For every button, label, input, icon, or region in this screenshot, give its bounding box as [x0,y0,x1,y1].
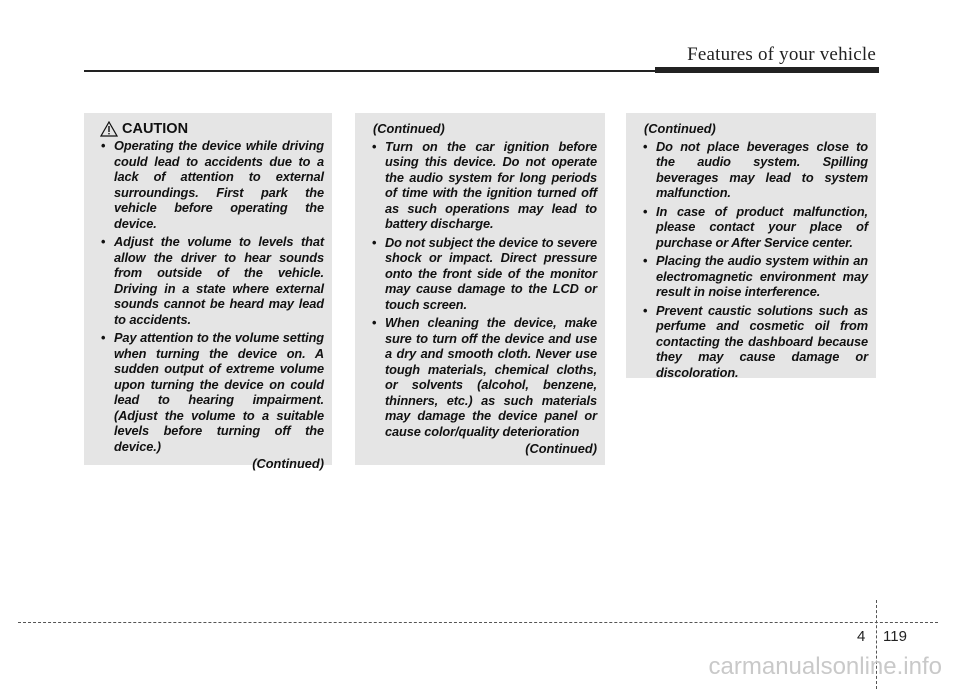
caution-list [92,138,324,454]
watermark: carmanualsonline.info [708,653,942,680]
continued-label: (Continued) [252,456,324,471]
caution-item: • Turn on the car ignition before using this device. Do not operate the audio system for long periods of time with the ignition turned off as such operations may lead to battery discharge. [363,139,597,232]
chapter-number: 4 [857,628,866,645]
page-header-title: Features of your vehicle [687,44,876,65]
caution-list [363,139,597,440]
continued-heading: (Continued) [644,121,716,136]
continued-label: (Continued) [525,441,597,456]
continued-heading: (Continued) [373,121,445,136]
caution-item: • Pay attention to the volume setting when turning the device on. A sudden output of extreme volume upon turning the device on could lead to hearing impairment. (Adjust the volume to a suitable levels before turning off the device.) [92,330,324,454]
caution-item: • Do not place beverages close to the audio system. Spilling beverages may lead to system malfunction. [634,139,868,201]
caution-heading [100,121,324,137]
caution-item: • Operating the device while driving could lead to accidents due to a lack of attention to external surroundings. First park the vehicle before operating the device. [92,138,324,231]
caution-box-continued-2 [626,113,876,378]
caution-item: • In case of product malfunction, please contact your place of purchase or After Service center. [634,204,868,251]
caution-list [634,139,868,381]
page-number: 119 [883,628,907,645]
caution-title: CAUTION [122,121,189,137]
caution-item: • Do not subject the device to severe shock or impact. Direct pressure onto the front side of the monitor may cause damage to the LCD or touch screen. [363,235,597,313]
caution-item: • Prevent caustic solutions such as perfume and cosmetic oil from contacting the dashboard because they may cause damage or discoloration. [634,303,868,381]
caution-box-continued [355,113,605,465]
caution-box [84,113,332,471]
caution-item: • When cleaning the device, make sure to turn off the device and use a dry and smooth cloth. Never use tough materials, chemical cloths, or solvents (alcohol, benzene, thinners, etc.) as such materials may damage the device panel or cause color/quality deterioration [363,315,597,439]
caution-item: • Adjust the volume to levels that allow the driver to hear sounds from outside of the vehicle. Driving in a state where external sounds cannot be heard may lead to accidents. [92,234,324,327]
caution-item: • Placing the audio system within an electromagnetic environment may result in noise interference. [634,253,868,300]
header-divider-accent [655,67,879,73]
warning-triangle-icon [100,121,118,137]
footer-divider [18,622,938,623]
